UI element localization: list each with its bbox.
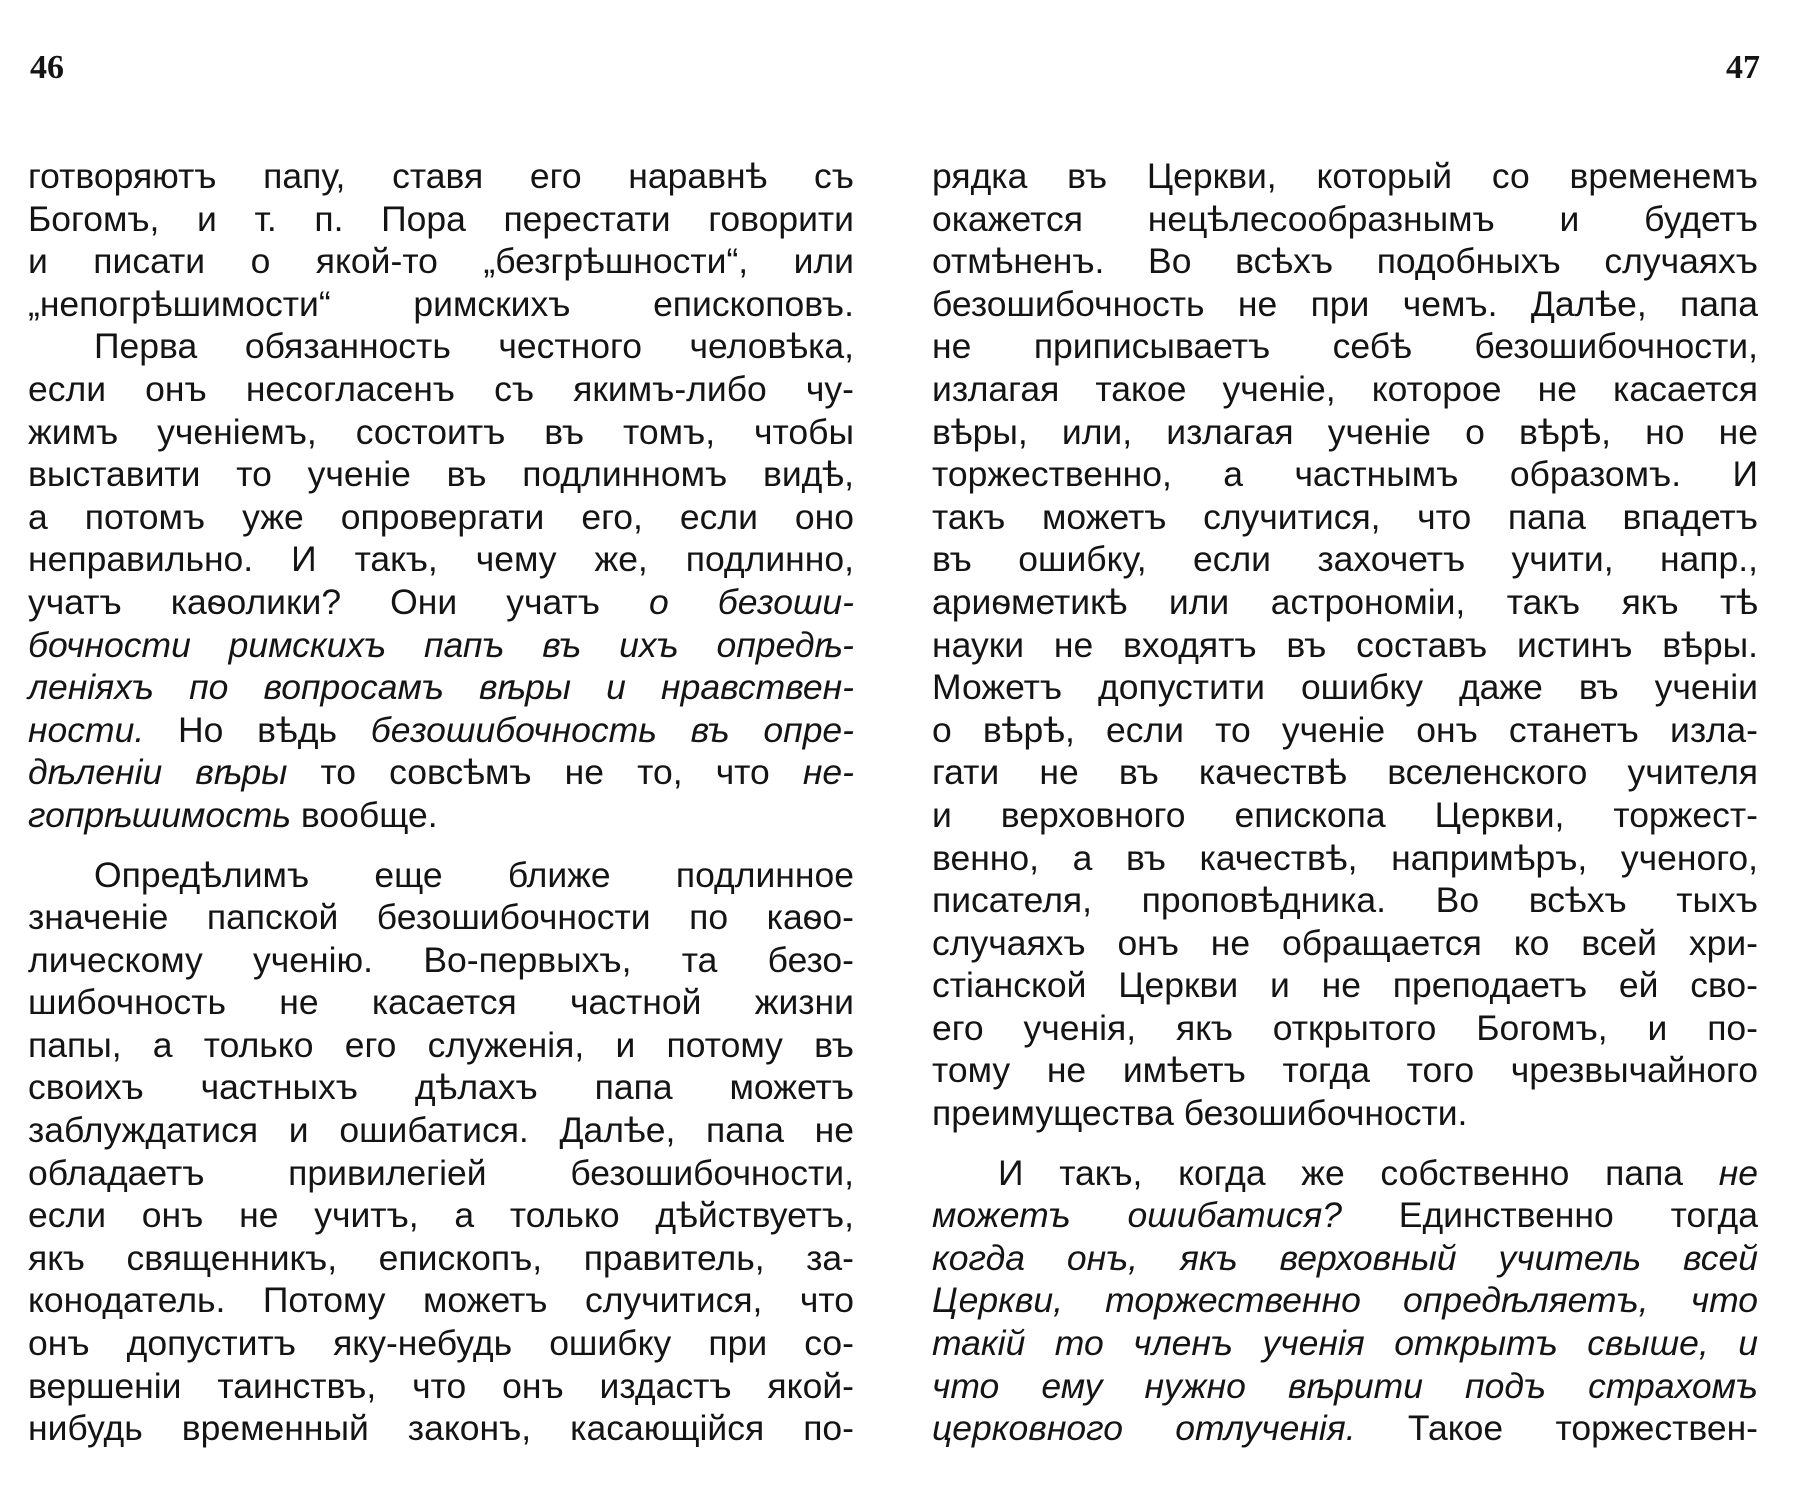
text-line	[28, 368, 854, 411]
text-line	[28, 1109, 854, 1152]
italic-text: ленiяхъ по вопросамъ вѣры и нравствен-	[28, 667, 854, 708]
italic-text: гопрѣшимость	[28, 794, 292, 835]
text-line	[932, 368, 1758, 411]
text-line	[28, 198, 854, 241]
text-line	[932, 1407, 1758, 1450]
text-line	[932, 709, 1758, 752]
text-segment: своихъ частныхъ дѣлахъ папа можетъ	[28, 1067, 854, 1108]
text-line	[28, 1365, 854, 1408]
text-segment: выставити то ученie въ подлинномъ видѣ,	[28, 454, 854, 495]
text-segment: Опредѣлимъ еще ближе подлинное	[94, 854, 854, 895]
italic-text: церковного отлученiя.	[932, 1408, 1356, 1449]
text-segment: то совсѣмъ не то, что	[287, 752, 803, 793]
text-line	[28, 240, 854, 283]
text-segment: Богомъ, и т. п. Пора перестати говорити	[28, 198, 854, 239]
text-line	[932, 1152, 1758, 1195]
text-line	[28, 581, 854, 624]
text-segment: венно, а въ качествѣ, напримѣръ, ученого,	[932, 837, 1758, 878]
text-segment: и верховного епископа Церкви, торжест-	[932, 794, 1758, 835]
text-line	[932, 794, 1758, 837]
text-segment: учатъ каѳолики? Они учатъ	[28, 581, 649, 622]
italic-text: безошибочность въ опре-	[370, 709, 854, 750]
text-line	[932, 198, 1758, 241]
text-line	[28, 1322, 854, 1365]
text-line	[932, 751, 1758, 794]
text-line	[932, 240, 1758, 283]
italic-text: можетъ ошибатися?	[932, 1195, 1342, 1236]
page-number-left: 46	[30, 49, 64, 86]
italic-text: ности.	[28, 709, 145, 750]
text-line	[28, 981, 854, 1024]
text-line	[932, 1365, 1758, 1408]
text-line	[932, 453, 1758, 496]
text-segment: нибудь временный законъ, касающiйся по-	[28, 1408, 854, 1449]
text-segment: Но вѣдь	[144, 709, 371, 750]
text-segment: жимъ ученiемъ, состоитъ въ томъ, чтобы	[28, 411, 854, 452]
text-line	[932, 1092, 1758, 1135]
text-segment: окажется нецѣлесообразнымъ и будетъ	[932, 198, 1758, 239]
text-line	[932, 1322, 1758, 1365]
text-line	[932, 964, 1758, 1007]
text-column-right	[932, 155, 1758, 1450]
text-segment: его ученiя, якъ открытого Богомъ, и по-	[932, 1007, 1758, 1048]
italic-text: дѣленiи вѣры	[28, 752, 288, 793]
italic-text: что ему нужно вѣрити подъ страхомъ	[932, 1365, 1758, 1406]
text-segment: якъ священникъ, епископъ, правитель, за-	[28, 1237, 854, 1278]
text-line	[932, 1007, 1758, 1050]
text-segment: стiанской Церкви и не преподаетъ ей сво-	[932, 965, 1758, 1006]
text-segment: Такое торжествен-	[1355, 1408, 1758, 1449]
text-segment: Можетъ допустити ошибку даже въ ученiи	[932, 667, 1758, 708]
text-segment: вершенiи таинствъ, что онъ издастъ якой-	[28, 1365, 854, 1406]
italic-text: о безоши-	[648, 581, 854, 622]
text-line	[932, 155, 1758, 198]
text-line	[28, 1279, 854, 1322]
italic-text: не-	[802, 752, 854, 793]
text-segment: обладаетъ привилегiей безошибочности,	[28, 1152, 854, 1193]
text-line	[28, 709, 854, 752]
text-segment: ариѳметикѣ или астрономiи, такъ якъ тѣ	[932, 581, 1758, 622]
text-line	[932, 581, 1758, 624]
text-line	[28, 1237, 854, 1280]
text-line	[28, 496, 854, 539]
text-line	[932, 879, 1758, 922]
text-line	[28, 1407, 854, 1450]
text-segment: въ ошибку, если захочетъ учити, напр.,	[932, 539, 1758, 580]
text-segment: не приписываетъ себѣ безошибочности,	[932, 326, 1758, 367]
text-segment: а потомъ уже опровергати его, если оно	[28, 496, 854, 537]
text-segment: И такъ, когда же собственно папа	[998, 1152, 1719, 1193]
text-segment: „непогрѣшимости“ римскихъ епископовъ.	[28, 283, 854, 324]
text-segment: конодатель. Потому можетъ случитися, что	[28, 1280, 854, 1321]
text-segment: папы, а только его служенiя, и потому въ	[28, 1024, 854, 1065]
text-segment: Перва обязанность честного человѣка,	[94, 326, 854, 367]
text-segment: шибочность не касается частной жизни	[28, 982, 854, 1023]
text-line	[28, 1066, 854, 1109]
italic-text: не	[1718, 1152, 1758, 1193]
text-line	[28, 939, 854, 982]
text-segment: значенiе папской безошибочности по каѳо-	[28, 897, 854, 938]
italic-text: Церкви, торжественно опредѣляетъ, что	[932, 1280, 1758, 1321]
text-line	[932, 922, 1758, 965]
text-line	[28, 896, 854, 939]
text-line	[28, 794, 854, 837]
text-line	[28, 538, 854, 581]
text-line	[932, 411, 1758, 454]
text-segment: науки не входятъ въ составъ истинъ вѣры.	[932, 624, 1758, 665]
text-segment: излагая такое ученiе, которое не касается	[932, 368, 1758, 409]
text-line	[932, 1049, 1758, 1092]
text-line	[28, 624, 854, 667]
text-line	[28, 854, 854, 897]
text-line	[28, 1024, 854, 1067]
text-segment: о вѣрѣ, если то ученiе онъ станетъ изла-	[932, 709, 1758, 750]
text-segment: если онъ не учитъ, а только дѣйствуетъ,	[28, 1195, 854, 1236]
text-segment: рядка въ Церкви, который со временемъ	[932, 156, 1758, 196]
text-segment: неправильно. И такъ, чему же, подлинно,	[28, 539, 854, 580]
text-column-left	[28, 155, 854, 1450]
text-line	[28, 1152, 854, 1195]
text-line	[932, 1194, 1758, 1237]
text-segment: отмѣненъ. Во всѣхъ подобныхъ случаяхъ	[932, 241, 1758, 282]
text-segment: вообще.	[291, 794, 438, 835]
italic-text: когда онъ, якъ верховный учитель всей	[932, 1237, 1758, 1278]
italic-text: такiй то членъ ученiя открытъ свыше, и	[932, 1323, 1758, 1364]
text-line	[932, 624, 1758, 667]
text-segment: безошибочность не при чемъ. Далѣе, папа	[932, 283, 1758, 324]
text-line	[28, 283, 854, 326]
text-line	[28, 1194, 854, 1237]
text-segment: если онъ несогласенъ съ якимъ-либо чу-	[28, 368, 854, 409]
text-segment: готворяютъ папу, ставя его наравнѣ съ	[28, 156, 854, 196]
text-line	[932, 666, 1758, 709]
text-line	[932, 283, 1758, 326]
italic-text: бочности римскихъ папъ въ ихъ опредѣ-	[28, 624, 854, 665]
text-line	[932, 496, 1758, 539]
text-segment: преимущества безошибочности.	[932, 1093, 1468, 1134]
text-line	[932, 837, 1758, 880]
text-segment: такъ можетъ случитися, что папа впадетъ	[932, 496, 1758, 537]
text-line	[932, 1279, 1758, 1322]
page-number-right: 47	[1726, 49, 1760, 86]
text-line	[28, 453, 854, 496]
text-line	[28, 666, 854, 709]
text-line	[932, 325, 1758, 368]
text-line	[932, 538, 1758, 581]
text-segment: случаяхъ онъ не обращается ко всей хри-	[932, 922, 1758, 963]
text-line	[28, 411, 854, 454]
text-line	[932, 1237, 1758, 1280]
text-segment: торжественно, а частнымъ образомъ. И	[932, 454, 1758, 495]
text-line	[28, 155, 854, 198]
text-segment: заблуждатися и ошибатися. Далѣе, папа не	[28, 1110, 854, 1151]
text-segment: гати не въ качествѣ вселенского учителя	[932, 752, 1758, 793]
text-line	[28, 751, 854, 794]
text-segment: онъ допуститъ яку-небудь ошибку при со-	[28, 1323, 854, 1364]
text-segment: писателя, проповѣдника. Во всѣхъ тыхъ	[932, 880, 1758, 921]
text-line	[28, 325, 854, 368]
text-segment: вѣры, или, излагая ученiе о вѣрѣ, но не	[932, 411, 1758, 452]
text-segment: тому не имѣетъ тогда того чрезвычайного	[932, 1050, 1758, 1091]
text-segment: и писати о якой-то „безгрѣшности“, или	[28, 241, 854, 282]
text-segment: Единственно тогда	[1341, 1195, 1758, 1236]
text-segment: лическому ученiю. Во-первыхъ, та безо-	[28, 939, 854, 980]
